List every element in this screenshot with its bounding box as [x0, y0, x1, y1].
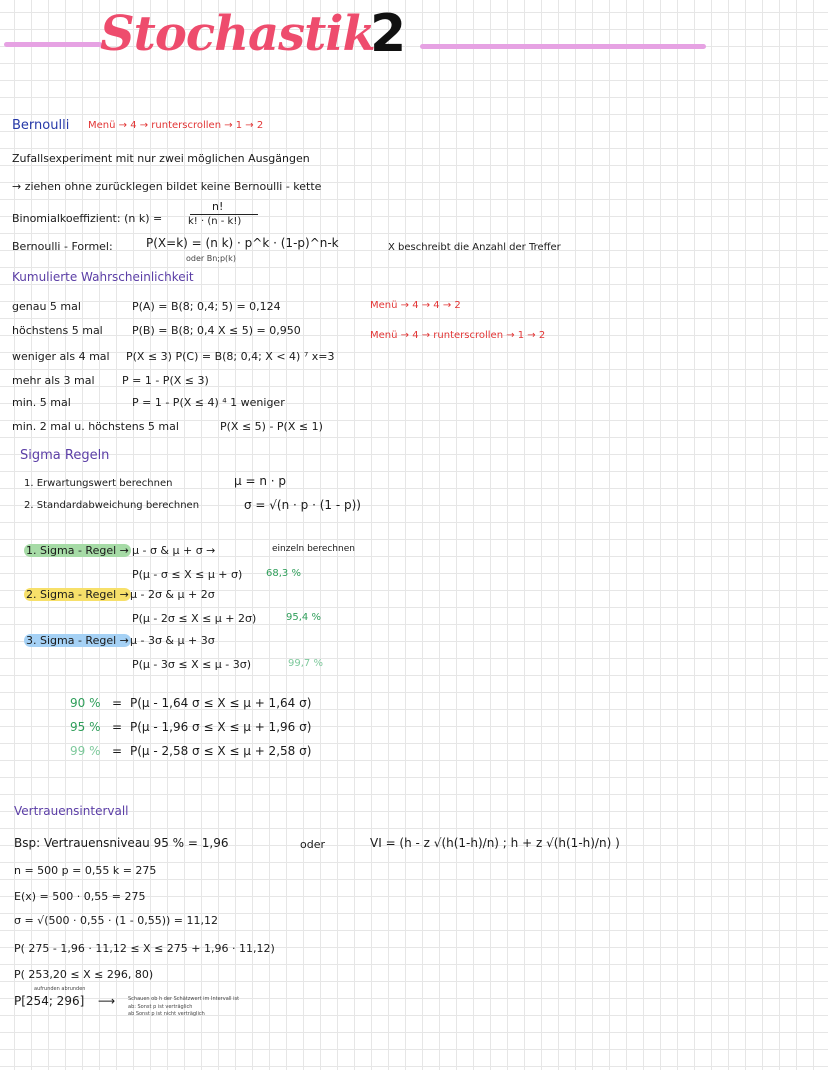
conf-99-pct: 99 % — [70, 744, 101, 758]
page-title-number: 2 — [370, 4, 407, 64]
vertrauen-round-labels: aufrunden abrunden — [34, 986, 86, 992]
conf-95-expr: P(μ - 1,96 σ ≤ X ≤ μ + 1,96 σ) — [130, 720, 312, 734]
sigma-heading: Sigma Regeln — [20, 448, 110, 463]
title-underline-left — [4, 42, 102, 47]
vertrauen-bsp: Bsp: Vertrauensniveau 95 % = 1,96 — [14, 836, 229, 850]
vertrauen-oder: oder — [300, 838, 326, 851]
binomial-numerator: n! — [212, 200, 224, 213]
sigma-step2-label: 2. Standardabweichung berechnen — [24, 500, 200, 511]
sigma-rule1-pct: 68,3 % — [266, 568, 301, 579]
vertrauen-note-2: ab: Sonst p ist verträglich — [128, 1004, 193, 1010]
row-min2-label: min. 2 mal u. höchstens 5 mal — [12, 420, 179, 433]
bernoulli-line2: → ziehen ohne zurücklegen bildet keine Bernoulli - kette — [12, 180, 322, 193]
conf-90-eq: = — [112, 696, 123, 710]
conf-99-expr: P(μ - 2,58 σ ≤ X ≤ μ + 2,58 σ) — [130, 744, 312, 758]
bernoulli-heading: Bernoulli — [12, 118, 70, 133]
row-hoechstens-expr: P(B) = B(8; 0,4 X ≤ 5) = 0,950 — [132, 324, 301, 337]
sigma-step1-label: 1. Erwartungswert berechnen — [24, 478, 173, 489]
kumuliert-menu-2: Menü → 4 → runterscrollen → 1 → 2 — [370, 330, 546, 341]
row-weniger-label: weniger als 4 mal — [12, 350, 110, 363]
vertrauen-heading: Vertrauensintervall — [14, 804, 129, 818]
vertrauen-ex: E(x) = 500 · 0,55 = 275 — [14, 890, 146, 903]
row-genau-expr: P(A) = B(8; 0,4; 5) = 0,124 — [132, 300, 281, 313]
kumuliert-menu-1: Menü → 4 → 4 → 2 — [370, 300, 461, 311]
sigma-rule3-expr: μ - 3σ & μ + 3σ — [130, 634, 215, 647]
vertrauen-params: n = 500 p = 0,55 k = 275 — [14, 864, 157, 877]
sigma-step2-formula: σ = √(n · p · (1 - p)) — [244, 498, 361, 512]
sigma-step1-formula: μ = n · p — [234, 474, 286, 488]
row-weniger-expr: P(X ≤ 3) P(C) = B(8; 0,4; X < 4) ⁷ x=3 — [126, 350, 335, 363]
sigma-rule2-label: 2. Sigma - Regel → — [26, 588, 129, 601]
row-genau-label: genau 5 mal — [12, 300, 81, 313]
vertrauen-vi-formula: VI = (h - z √(h(1-h)/n) ; h + z √(h(1-h)/n) ) — [370, 836, 620, 850]
vertrauen-sd: σ = √(500 · 0,55 · (1 - 0,55)) = 11,12 — [14, 914, 218, 927]
row-min-label: min. 5 mal — [12, 396, 71, 409]
row-min-expr: P = 1 - P(X ≤ 4) ⁴ 1 weniger — [132, 396, 285, 409]
sigma-rule2-expr: μ - 2σ & μ + 2σ — [130, 588, 215, 601]
sigma-rule3-pct: 99,7 % — [288, 658, 323, 669]
sigma-rule1-prob: P(μ - σ ≤ X ≤ μ + σ) — [132, 568, 243, 581]
conf-95-eq: = — [112, 720, 123, 734]
sigma-rule3-prob: P(μ - 3σ ≤ X ≤ μ - 3σ) — [132, 658, 252, 671]
bernoulli-menu-path: Menü → 4 → runterscrollen → 1 → 2 — [88, 120, 264, 131]
conf-90-expr: P(μ - 1,64 σ ≤ X ≤ μ + 1,64 σ) — [130, 696, 312, 710]
vertrauen-note-3: ab Sonst p ist nicht verträglich — [128, 1011, 205, 1017]
kumuliert-heading: Kumulierte Wahrscheinlichkeit — [12, 270, 194, 284]
sigma-rule2-pct: 95,4 % — [286, 612, 321, 623]
sigma-rule1-expr: μ - σ & μ + σ → — [132, 544, 216, 557]
row-mehr-expr: P = 1 - P(X ≤ 3) — [122, 374, 209, 387]
sigma-rule2-prob: P(μ - 2σ ≤ X ≤ μ + 2σ) — [132, 612, 257, 625]
page-title: Stochastik — [100, 6, 375, 62]
vertrauen-interval: P( 275 - 1,96 · 11,12 ≤ X ≤ 275 + 1,96 · 11,12) — [14, 942, 275, 955]
bernoulli-formula-alt: oder Bn;p(k) — [186, 254, 236, 263]
sigma-rule1-label: 1. Sigma - Regel → — [26, 544, 129, 557]
conf-95-pct: 95 % — [70, 720, 101, 734]
binomial-denominator: k! · (n - k!) — [188, 216, 242, 227]
row-hoechstens-label: höchstens 5 mal — [12, 324, 103, 337]
conf-90-pct: 90 % — [70, 696, 101, 710]
conf-99-eq: = — [112, 744, 123, 758]
sigma-rule3-label: 3. Sigma - Regel → — [26, 634, 129, 647]
row-min2-expr: P(X ≤ 5) - P(X ≤ 1) — [220, 420, 323, 433]
bernoulli-formula: P(X=k) = (n k) · p^k · (1-p)^n-k — [146, 236, 339, 250]
vertrauen-result: P( 253,20 ≤ X ≤ 296, 80) — [14, 968, 154, 981]
sigma-rule1-note: einzeln berechnen — [272, 544, 355, 554]
vertrauen-note-1: Schauen ob h der Schätzwert im Intervall ist — [128, 996, 240, 1002]
vertrauen-final: P[254; 296] — [14, 994, 85, 1008]
bernoulli-formula-label: Bernoulli - Formel: — [12, 240, 113, 253]
binomial-label: Binomialkoeffizient: (n k) = — [12, 212, 163, 225]
title-underline-right — [420, 44, 706, 49]
binomial-fraction-line — [190, 214, 258, 215]
row-mehr-label: mehr als 3 mal — [12, 374, 95, 387]
bernoulli-line1: Zufallsexperiment mit nur zwei möglichen Ausgängen — [12, 152, 310, 165]
x-description: X beschreibt die Anzahl der Treffer — [388, 242, 561, 253]
arrow-icon: ⟶ — [98, 994, 116, 1008]
